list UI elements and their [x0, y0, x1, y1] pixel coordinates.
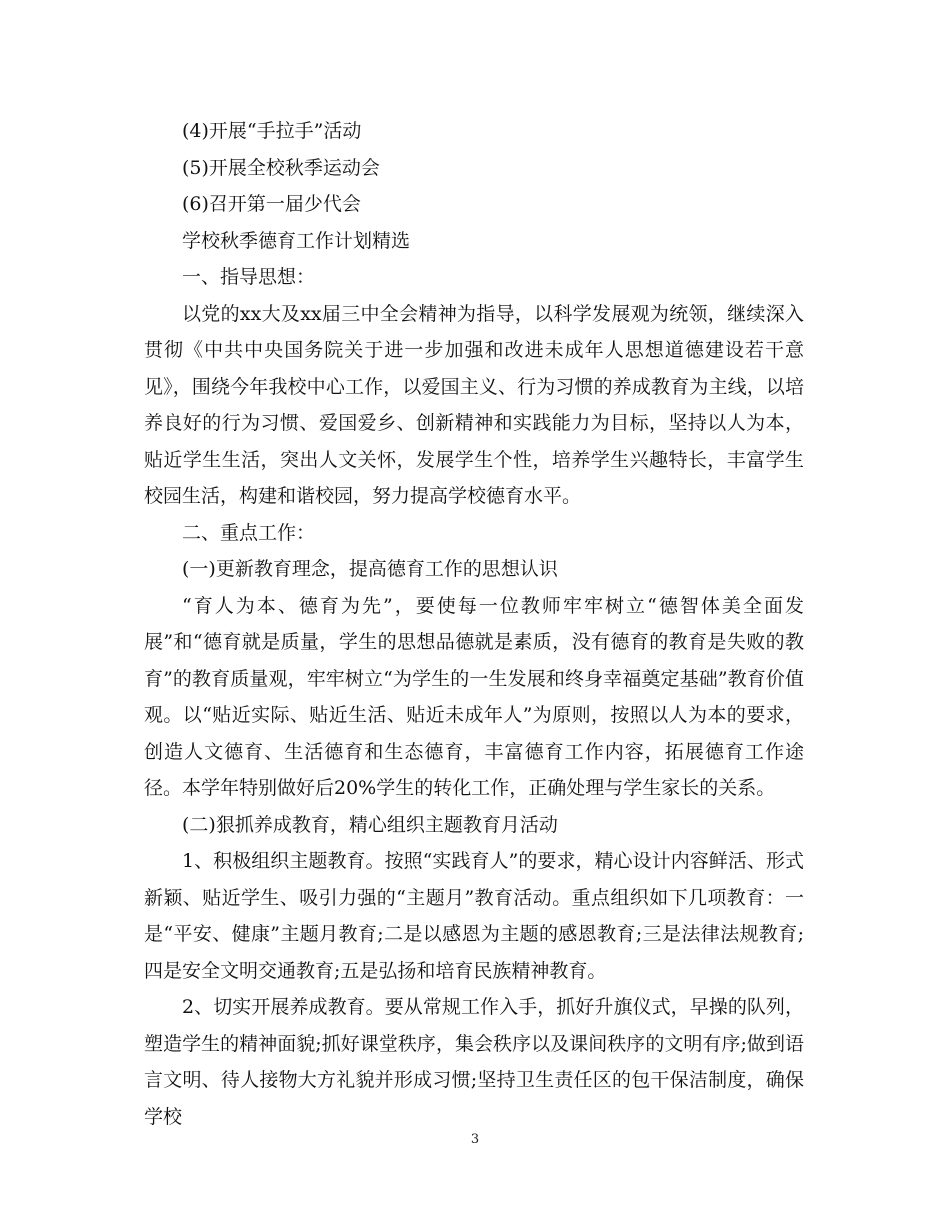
subheading-habit-education: (二)狠抓养成教育，精心组织主题教育月活动: [182, 813, 558, 836]
page-number: 3: [470, 1132, 480, 1147]
list-item-young-pioneers-congress: (6)召开第一届少代会: [182, 193, 361, 215]
document-body: [144, 113, 804, 1135]
list-item-hand-in-hand: (4)开展“手拉手”活动: [182, 120, 362, 142]
paragraph-update-concept: “育人为本、德育为先”，要使每一位教师牢牢树立“德智体美全面发展”和“德育就是质量，学生的思想品德就是素质，没有德育的教育是失败的教育”的教育质量观，牢牢树立“为学生的一生发展和终身幸福奠定基础”教育价值观。以“贴近实际、贴近生活、贴近未成年人”为原则，按照以人为本的要求，创造人文德育、生活德育和生态德育，丰富德育工作内容，拓展德育工作途径。本学年特别做好后20%学生的转化工作，正确处理与学生家长的关系。: [144, 594, 804, 799]
paragraph-theme-education: 1、积极组织主题教育。按照“实践育人”的要求，精心设计内容鲜活、形式新颖、贴近学生、吸引力强的“主题月”教育活动。重点组织如下几项教育：一是“平安、健康”主题月教育;二是以感恩为主题的感恩教育;三是法律法规教育;四是安全文明交通教育;五是弘扬和培育民族精神教育。: [144, 850, 804, 982]
paragraph-habit-education: 2、切实开展养成教育。要从常规工作入手，抓好升旗仪式，早操的队列，塑造学生的精神面貌;抓好课堂秩序，集会秩序以及课间秩序的文明有序;做到语言文明、待人接物大方礼貌并形成习惯;坚持卫生责任区的包干保洁制度，确保学校: [144, 996, 804, 1128]
section-title: 学校秋季德育工作计划精选: [182, 229, 411, 252]
list-item-sports-meet: (5)开展全校秋季运动会: [182, 156, 380, 179]
heading-key-work: 二、重点工作：: [182, 521, 316, 544]
subheading-update-concept: (一)更新教育理念，提高德育工作的思想认识: [182, 558, 558, 580]
paragraph-guiding-thought: 以党的xx大及xx届三中全会精神为指导，以科学发展观为统领，继续深入贯彻《中共中央国务院关于进一步加强和改进未成年人思想道德建设若干意见》，围绕今年我校中心工作，以爱国主义、行为习惯的养成教育为主线，以培养良好的行为习惯、爱国爱乡、创新精神和实践能力为目标，坚持以人为本，贴近学生生活，突出人文关怀，发展学生个性，培养学生兴趣特长，丰富学生校园生活，构建和谐校园，努力提高学校德育水平。: [144, 302, 804, 507]
heading-guiding-thought: 一、指导思想：: [182, 266, 316, 288]
